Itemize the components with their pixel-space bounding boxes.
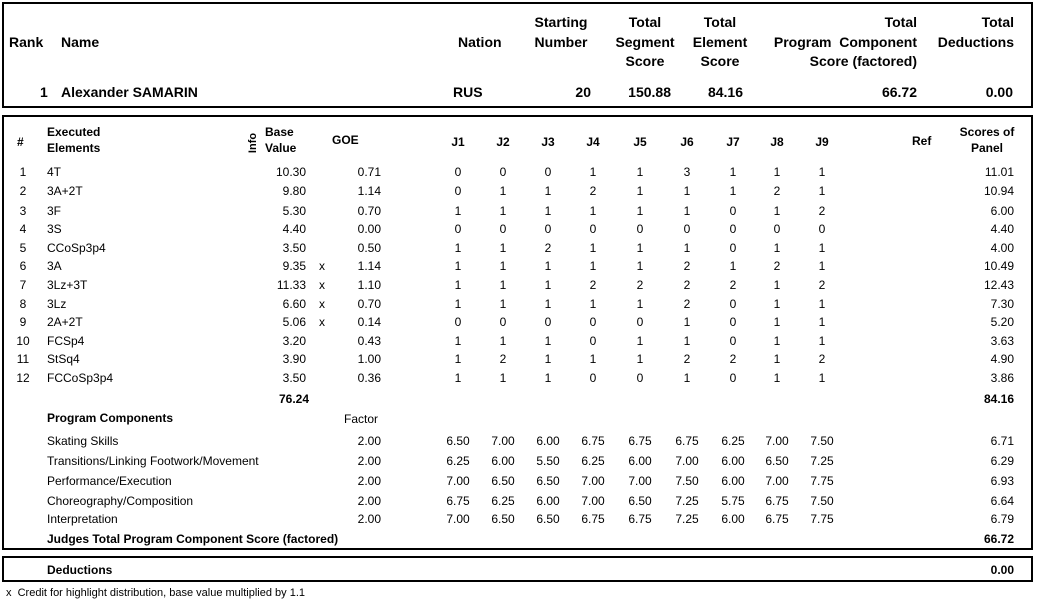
- component-judge-score: 7.75: [810, 512, 834, 526]
- element-judge-score: 0: [589, 315, 597, 329]
- element-judge-score: 2: [818, 204, 826, 218]
- executed-elements-header-line2: Elements: [47, 141, 101, 155]
- element-judge-score: 1: [773, 315, 781, 329]
- element-goe: 0.70: [357, 204, 381, 218]
- element-judge-score: 1: [683, 315, 691, 329]
- component-factor: 2.00: [357, 434, 381, 448]
- tes-header-line3: Score: [700, 53, 740, 69]
- footnote: x Credit for highlight distribution, base value multiplied by 1.1: [6, 587, 305, 599]
- tss-header-line2: Segment: [615, 34, 675, 50]
- component-panel-score: 6.64: [990, 494, 1014, 508]
- element-panel-score: 11.01: [984, 165, 1014, 179]
- judge-header-6: J6: [680, 135, 694, 149]
- element-goe: 0.36: [357, 371, 381, 385]
- pcs-total-label: Judges Total Program Component Score (factored): [47, 532, 339, 546]
- element-judge-score: 1: [589, 352, 597, 366]
- element-judge-score: 0: [589, 334, 597, 348]
- skater-rank: 1: [40, 84, 48, 100]
- deductions-value: 0.00: [990, 563, 1014, 577]
- skater-pcs: 66.72: [881, 84, 917, 100]
- element-judge-score: 0: [589, 222, 597, 236]
- element-judge-score: 0: [499, 222, 507, 236]
- element-judge-score: 0: [454, 165, 462, 179]
- skater-starting-number: 20: [575, 84, 591, 100]
- element-judge-score: 1: [773, 297, 781, 311]
- component-judge-score: 6.00: [491, 454, 515, 468]
- component-judge-score: 6.00: [721, 474, 745, 488]
- judge-header-8: J8: [770, 135, 784, 149]
- element-goe: 0.71: [357, 165, 381, 179]
- element-panel-score: 4.90: [990, 352, 1014, 366]
- element-number: 8: [19, 297, 27, 311]
- component-judge-score: 7.50: [810, 494, 834, 508]
- element-goe: 0.50: [357, 241, 381, 255]
- judge-header-4: J4: [586, 135, 600, 149]
- component-judge-score: 7.00: [765, 474, 789, 488]
- element-number: 2: [19, 184, 27, 198]
- judge-header-2: J2: [496, 135, 510, 149]
- element-judge-score: 1: [636, 259, 644, 273]
- element-judge-score: 1: [773, 352, 781, 366]
- element-judge-score: 1: [499, 371, 507, 385]
- element-panel-score: 10.94: [983, 184, 1014, 198]
- component-judge-score: 6.50: [491, 474, 515, 488]
- element-judge-score: 1: [773, 278, 781, 292]
- element-judge-score: 1: [818, 371, 826, 385]
- element-goe: 0.00: [357, 222, 381, 236]
- element-info: x: [319, 297, 325, 311]
- element-panel-score: 4.00: [990, 241, 1014, 255]
- component-panel-score: 6.29: [990, 454, 1014, 468]
- component-judge-score: 6.75: [628, 434, 652, 448]
- element-number-header: #: [17, 135, 24, 149]
- element-judge-score: 1: [589, 165, 597, 179]
- element-judge-score: 1: [773, 371, 781, 385]
- executed-elements-header-line1: Executed: [47, 125, 101, 139]
- element-number: 5: [19, 241, 27, 255]
- element-number: 3: [19, 204, 27, 218]
- element-base-value: 10.30: [275, 165, 306, 179]
- element-judge-score: 1: [818, 334, 826, 348]
- element-code: CCoSp3p4: [47, 241, 106, 255]
- element-judge-score: 1: [544, 184, 552, 198]
- element-judge-score: 0: [729, 204, 737, 218]
- element-judge-score: 1: [499, 334, 507, 348]
- element-judge-score: 1: [636, 204, 644, 218]
- element-panel-score: 3.63: [990, 334, 1014, 348]
- component-judge-score: 7.00: [491, 434, 515, 448]
- element-goe: 1.14: [357, 259, 381, 273]
- element-judge-score: 3: [683, 165, 691, 179]
- tss-header-line3: Score: [625, 53, 665, 69]
- element-code: 3A: [47, 259, 62, 273]
- judge-header-3: J3: [541, 135, 555, 149]
- component-judge-score: 7.00: [628, 474, 652, 488]
- element-judge-score: 1: [589, 204, 597, 218]
- starting-number-header-line1: Starting: [534, 14, 588, 30]
- element-judge-score: 1: [818, 184, 826, 198]
- starting-number-header-line2: Number: [534, 34, 588, 50]
- element-judge-score: 0: [544, 315, 552, 329]
- rank-header: Rank: [9, 34, 44, 50]
- pcs-header-line1: Total: [884, 14, 917, 30]
- deductions-header-line1: Total: [981, 14, 1014, 30]
- deductions-header-line2: Deductions: [937, 34, 1014, 50]
- component-judge-score: 6.50: [765, 454, 789, 468]
- element-base-value: 6.60: [282, 297, 306, 311]
- component-judge-score: 6.00: [536, 434, 560, 448]
- element-number: 4: [19, 222, 27, 236]
- element-judge-score: 2: [683, 259, 691, 273]
- element-info: x: [319, 315, 325, 329]
- element-judge-score: 2: [683, 352, 691, 366]
- component-judge-score: 6.75: [628, 512, 652, 526]
- component-judge-score: 6.25: [446, 454, 470, 468]
- judge-header-7: J7: [726, 135, 740, 149]
- element-judge-score: 1: [636, 241, 644, 255]
- element-base-value: 5.30: [282, 204, 306, 218]
- element-base-value: 5.06: [282, 315, 306, 329]
- element-judge-score: 0: [589, 371, 597, 385]
- element-judge-score: 1: [729, 184, 737, 198]
- element-judge-score: 1: [636, 334, 644, 348]
- component-name: Interpretation: [47, 512, 118, 526]
- component-factor: 2.00: [357, 454, 381, 468]
- element-judge-score: 1: [589, 297, 597, 311]
- element-judge-score: 1: [544, 297, 552, 311]
- element-judge-score: 0: [729, 222, 737, 236]
- element-number: 12: [16, 371, 30, 385]
- element-panel-score: 6.00: [990, 204, 1014, 218]
- component-judge-score: 6.75: [675, 434, 699, 448]
- component-name: Choreography/Composition: [47, 494, 194, 508]
- element-code: FCCoSp3p4: [47, 371, 114, 385]
- component-judge-score: 6.00: [536, 494, 560, 508]
- skater-tss: 150.88: [628, 84, 671, 100]
- element-judge-score: 1: [454, 259, 462, 273]
- element-judge-score: 1: [729, 259, 737, 273]
- element-judge-score: 0: [729, 297, 737, 311]
- skater-deductions: 0.00: [985, 84, 1013, 100]
- element-judge-score: 0: [683, 222, 691, 236]
- scores-of-panel-header-line1: Scores of: [959, 125, 1015, 139]
- scores-of-panel-header-line2: Panel: [970, 141, 1003, 155]
- tss-header-line1: Total: [628, 14, 662, 30]
- element-judge-score: 1: [544, 334, 552, 348]
- scores-of-panel-total: 84.16: [983, 392, 1014, 406]
- element-judge-score: 2: [589, 184, 597, 198]
- component-judge-score: 7.00: [581, 474, 605, 488]
- component-judge-score: 6.25: [721, 434, 745, 448]
- factor-header: Factor: [344, 412, 379, 426]
- element-judge-score: 1: [818, 297, 826, 311]
- element-judge-score: 1: [454, 297, 462, 311]
- skater-tes: 84.16: [707, 84, 743, 100]
- element-judge-score: 2: [544, 241, 552, 255]
- element-judge-score: 1: [454, 334, 462, 348]
- element-code: 3F: [47, 204, 62, 218]
- element-judge-score: 1: [773, 241, 781, 255]
- element-judge-score: 1: [683, 334, 691, 348]
- element-judge-score: 2: [818, 278, 826, 292]
- component-judge-score: 7.25: [675, 494, 699, 508]
- info-header: Info: [247, 132, 260, 154]
- element-judge-score: 0: [729, 371, 737, 385]
- component-judge-score: 6.25: [491, 494, 515, 508]
- element-panel-score: 12.43: [983, 278, 1014, 292]
- element-goe: 0.14: [357, 315, 381, 329]
- element-judge-score: 1: [544, 259, 552, 273]
- element-judge-score: 1: [589, 259, 597, 273]
- component-judge-score: 6.75: [581, 512, 605, 526]
- component-panel-score: 6.79: [990, 512, 1014, 526]
- element-code: 3Lz+3T: [47, 278, 88, 292]
- deductions-box: [2, 556, 1033, 582]
- element-judge-score: 2: [729, 352, 737, 366]
- skater-name: Alexander SAMARIN: [61, 84, 198, 100]
- component-judge-score: 6.75: [765, 494, 789, 508]
- element-judge-score: 1: [683, 204, 691, 218]
- component-factor: 2.00: [357, 512, 381, 526]
- element-base-value: 4.40: [282, 222, 306, 236]
- element-judge-score: 1: [773, 165, 781, 179]
- component-judge-score: 6.50: [536, 512, 560, 526]
- element-code: 4T: [47, 165, 62, 179]
- element-judge-score: 0: [636, 371, 644, 385]
- element-base-value: 3.50: [282, 241, 306, 255]
- pcs-header-line2: Program Component: [773, 34, 917, 50]
- element-judge-score: 1: [636, 352, 644, 366]
- component-judge-score: 6.00: [721, 454, 745, 468]
- skater-nation: RUS: [453, 84, 483, 100]
- element-goe: 1.10: [357, 278, 381, 292]
- element-panel-score: 10.49: [983, 259, 1014, 273]
- element-judge-score: 1: [454, 352, 462, 366]
- element-judge-score: 2: [683, 297, 691, 311]
- component-panel-score: 6.93: [990, 474, 1014, 488]
- element-judge-score: 0: [499, 165, 507, 179]
- element-code: 3Lz: [47, 297, 67, 311]
- element-number: 10: [16, 334, 30, 348]
- element-base-value: 3.50: [282, 371, 306, 385]
- element-judge-score: 0: [818, 222, 826, 236]
- element-judge-score: 1: [729, 165, 737, 179]
- component-judge-score: 5.75: [721, 494, 745, 508]
- element-goe: 0.43: [357, 334, 381, 348]
- component-name: Skating Skills: [47, 434, 119, 448]
- element-code: StSq4: [47, 352, 80, 366]
- component-judge-score: 7.75: [810, 474, 834, 488]
- deductions-label: Deductions: [47, 563, 113, 577]
- component-name: Performance/Execution: [47, 474, 172, 488]
- element-judge-score: 1: [454, 278, 462, 292]
- element-judge-score: 0: [454, 315, 462, 329]
- element-judge-score: 2: [589, 278, 597, 292]
- element-judge-score: 1: [773, 204, 781, 218]
- element-judge-score: 1: [683, 241, 691, 255]
- component-judge-score: 6.75: [765, 512, 789, 526]
- base-value-total: 76.24: [278, 392, 309, 406]
- element-number: 7: [19, 278, 27, 292]
- element-judge-score: 1: [589, 241, 597, 255]
- element-judge-score: 1: [636, 297, 644, 311]
- component-judge-score: 6.00: [721, 512, 745, 526]
- element-judge-score: 0: [454, 222, 462, 236]
- element-judge-score: 1: [499, 278, 507, 292]
- element-judge-score: 1: [818, 315, 826, 329]
- element-judge-score: 2: [636, 278, 644, 292]
- element-goe: 0.70: [357, 297, 381, 311]
- component-judge-score: 5.50: [536, 454, 560, 468]
- element-base-value: 9.80: [282, 184, 306, 198]
- element-judge-score: 1: [683, 184, 691, 198]
- element-code: 2A+2T: [47, 315, 83, 329]
- component-judge-score: 7.00: [446, 512, 470, 526]
- element-judge-score: 1: [499, 184, 507, 198]
- component-name: Transitions/Linking Footwork/Movement: [47, 454, 259, 468]
- element-judge-score: 0: [454, 184, 462, 198]
- element-judge-score: 1: [499, 204, 507, 218]
- component-judge-score: 7.50: [810, 434, 834, 448]
- nation-header: Nation: [458, 34, 502, 50]
- element-number: 11: [16, 352, 30, 366]
- element-judge-score: 1: [636, 165, 644, 179]
- component-judge-score: 7.50: [675, 474, 699, 488]
- element-judge-score: 1: [499, 259, 507, 273]
- element-base-value: 11.33: [276, 278, 306, 292]
- element-info: x: [319, 278, 325, 292]
- element-info: x: [319, 259, 325, 273]
- component-judge-score: 6.50: [628, 494, 652, 508]
- element-judge-score: 1: [544, 352, 552, 366]
- judge-header-9: J9: [815, 135, 829, 149]
- component-judge-score: 6.00: [628, 454, 652, 468]
- judge-header-1: J1: [451, 135, 465, 149]
- goe-header: GOE: [332, 133, 359, 147]
- component-judge-score: 6.75: [581, 434, 605, 448]
- element-judge-score: 1: [773, 334, 781, 348]
- element-judge-score: 0: [636, 315, 644, 329]
- component-judge-score: 7.25: [675, 512, 699, 526]
- element-judge-score: 0: [499, 315, 507, 329]
- ref-header: Ref: [912, 134, 932, 148]
- element-judge-score: 2: [773, 259, 781, 273]
- element-judge-score: 2: [683, 278, 691, 292]
- element-code: FCSp4: [47, 334, 85, 348]
- component-judge-score: 6.50: [446, 434, 470, 448]
- element-judge-score: 0: [729, 241, 737, 255]
- component-judge-score: 6.25: [581, 454, 605, 468]
- judge-header-5: J5: [633, 135, 647, 149]
- element-number: 1: [19, 165, 27, 179]
- base-value-header-line2: Value: [265, 141, 297, 155]
- element-judge-score: 2: [729, 278, 737, 292]
- element-judge-score: 1: [636, 184, 644, 198]
- component-judge-score: 6.50: [491, 512, 515, 526]
- element-base-value: 3.90: [282, 352, 306, 366]
- component-judge-score: 7.00: [765, 434, 789, 448]
- element-judge-score: 1: [818, 165, 826, 179]
- component-judge-score: 6.75: [446, 494, 470, 508]
- element-judge-score: 1: [544, 371, 552, 385]
- base-value-header-line1: Base: [265, 125, 294, 139]
- element-judge-score: 0: [729, 334, 737, 348]
- element-judge-score: 1: [454, 241, 462, 255]
- element-judge-score: 2: [818, 352, 826, 366]
- element-base-value: 9.35: [282, 259, 306, 273]
- component-judge-score: 7.00: [446, 474, 470, 488]
- element-judge-score: 0: [773, 222, 781, 236]
- component-judge-score: 7.00: [675, 454, 699, 468]
- element-judge-score: 2: [499, 352, 507, 366]
- program-components-title: Program Components: [47, 411, 174, 425]
- component-factor: 2.00: [357, 474, 381, 488]
- element-judge-score: 2: [773, 184, 781, 198]
- tes-header-line2: Element: [692, 34, 748, 50]
- element-judge-score: 0: [729, 315, 737, 329]
- element-judge-score: 1: [683, 371, 691, 385]
- element-judge-score: 0: [544, 222, 552, 236]
- component-judge-score: 7.25: [810, 454, 834, 468]
- component-panel-score: 6.71: [990, 434, 1014, 448]
- tes-header-line1: Total: [703, 14, 737, 30]
- element-judge-score: 1: [544, 278, 552, 292]
- component-judge-score: 6.50: [536, 474, 560, 488]
- element-panel-score: 7.30: [990, 297, 1014, 311]
- element-goe: 1.00: [357, 352, 381, 366]
- element-number: 6: [19, 259, 27, 273]
- name-header: Name: [61, 34, 100, 50]
- element-goe: 1.14: [357, 184, 381, 198]
- element-judge-score: 1: [454, 204, 462, 218]
- element-panel-score: 3.86: [990, 371, 1014, 385]
- element-base-value: 3.20: [282, 334, 306, 348]
- component-factor: 2.00: [357, 494, 381, 508]
- element-panel-score: 5.20: [990, 315, 1014, 329]
- pcs-header-line3: Score (factored): [809, 53, 917, 69]
- element-number: 9: [19, 315, 27, 329]
- pcs-total-value: 66.72: [983, 532, 1014, 546]
- element-panel-score: 4.40: [990, 222, 1014, 236]
- element-judge-score: 1: [544, 204, 552, 218]
- element-judge-score: 1: [818, 259, 826, 273]
- component-judge-score: 7.00: [581, 494, 605, 508]
- element-judge-score: 0: [636, 222, 644, 236]
- element-code: 3A+2T: [47, 184, 83, 198]
- element-judge-score: 0: [544, 165, 552, 179]
- element-judge-score: 1: [499, 297, 507, 311]
- element-judge-score: 1: [818, 241, 826, 255]
- element-judge-score: 1: [454, 371, 462, 385]
- element-code: 3S: [47, 222, 62, 236]
- element-judge-score: 1: [499, 241, 507, 255]
